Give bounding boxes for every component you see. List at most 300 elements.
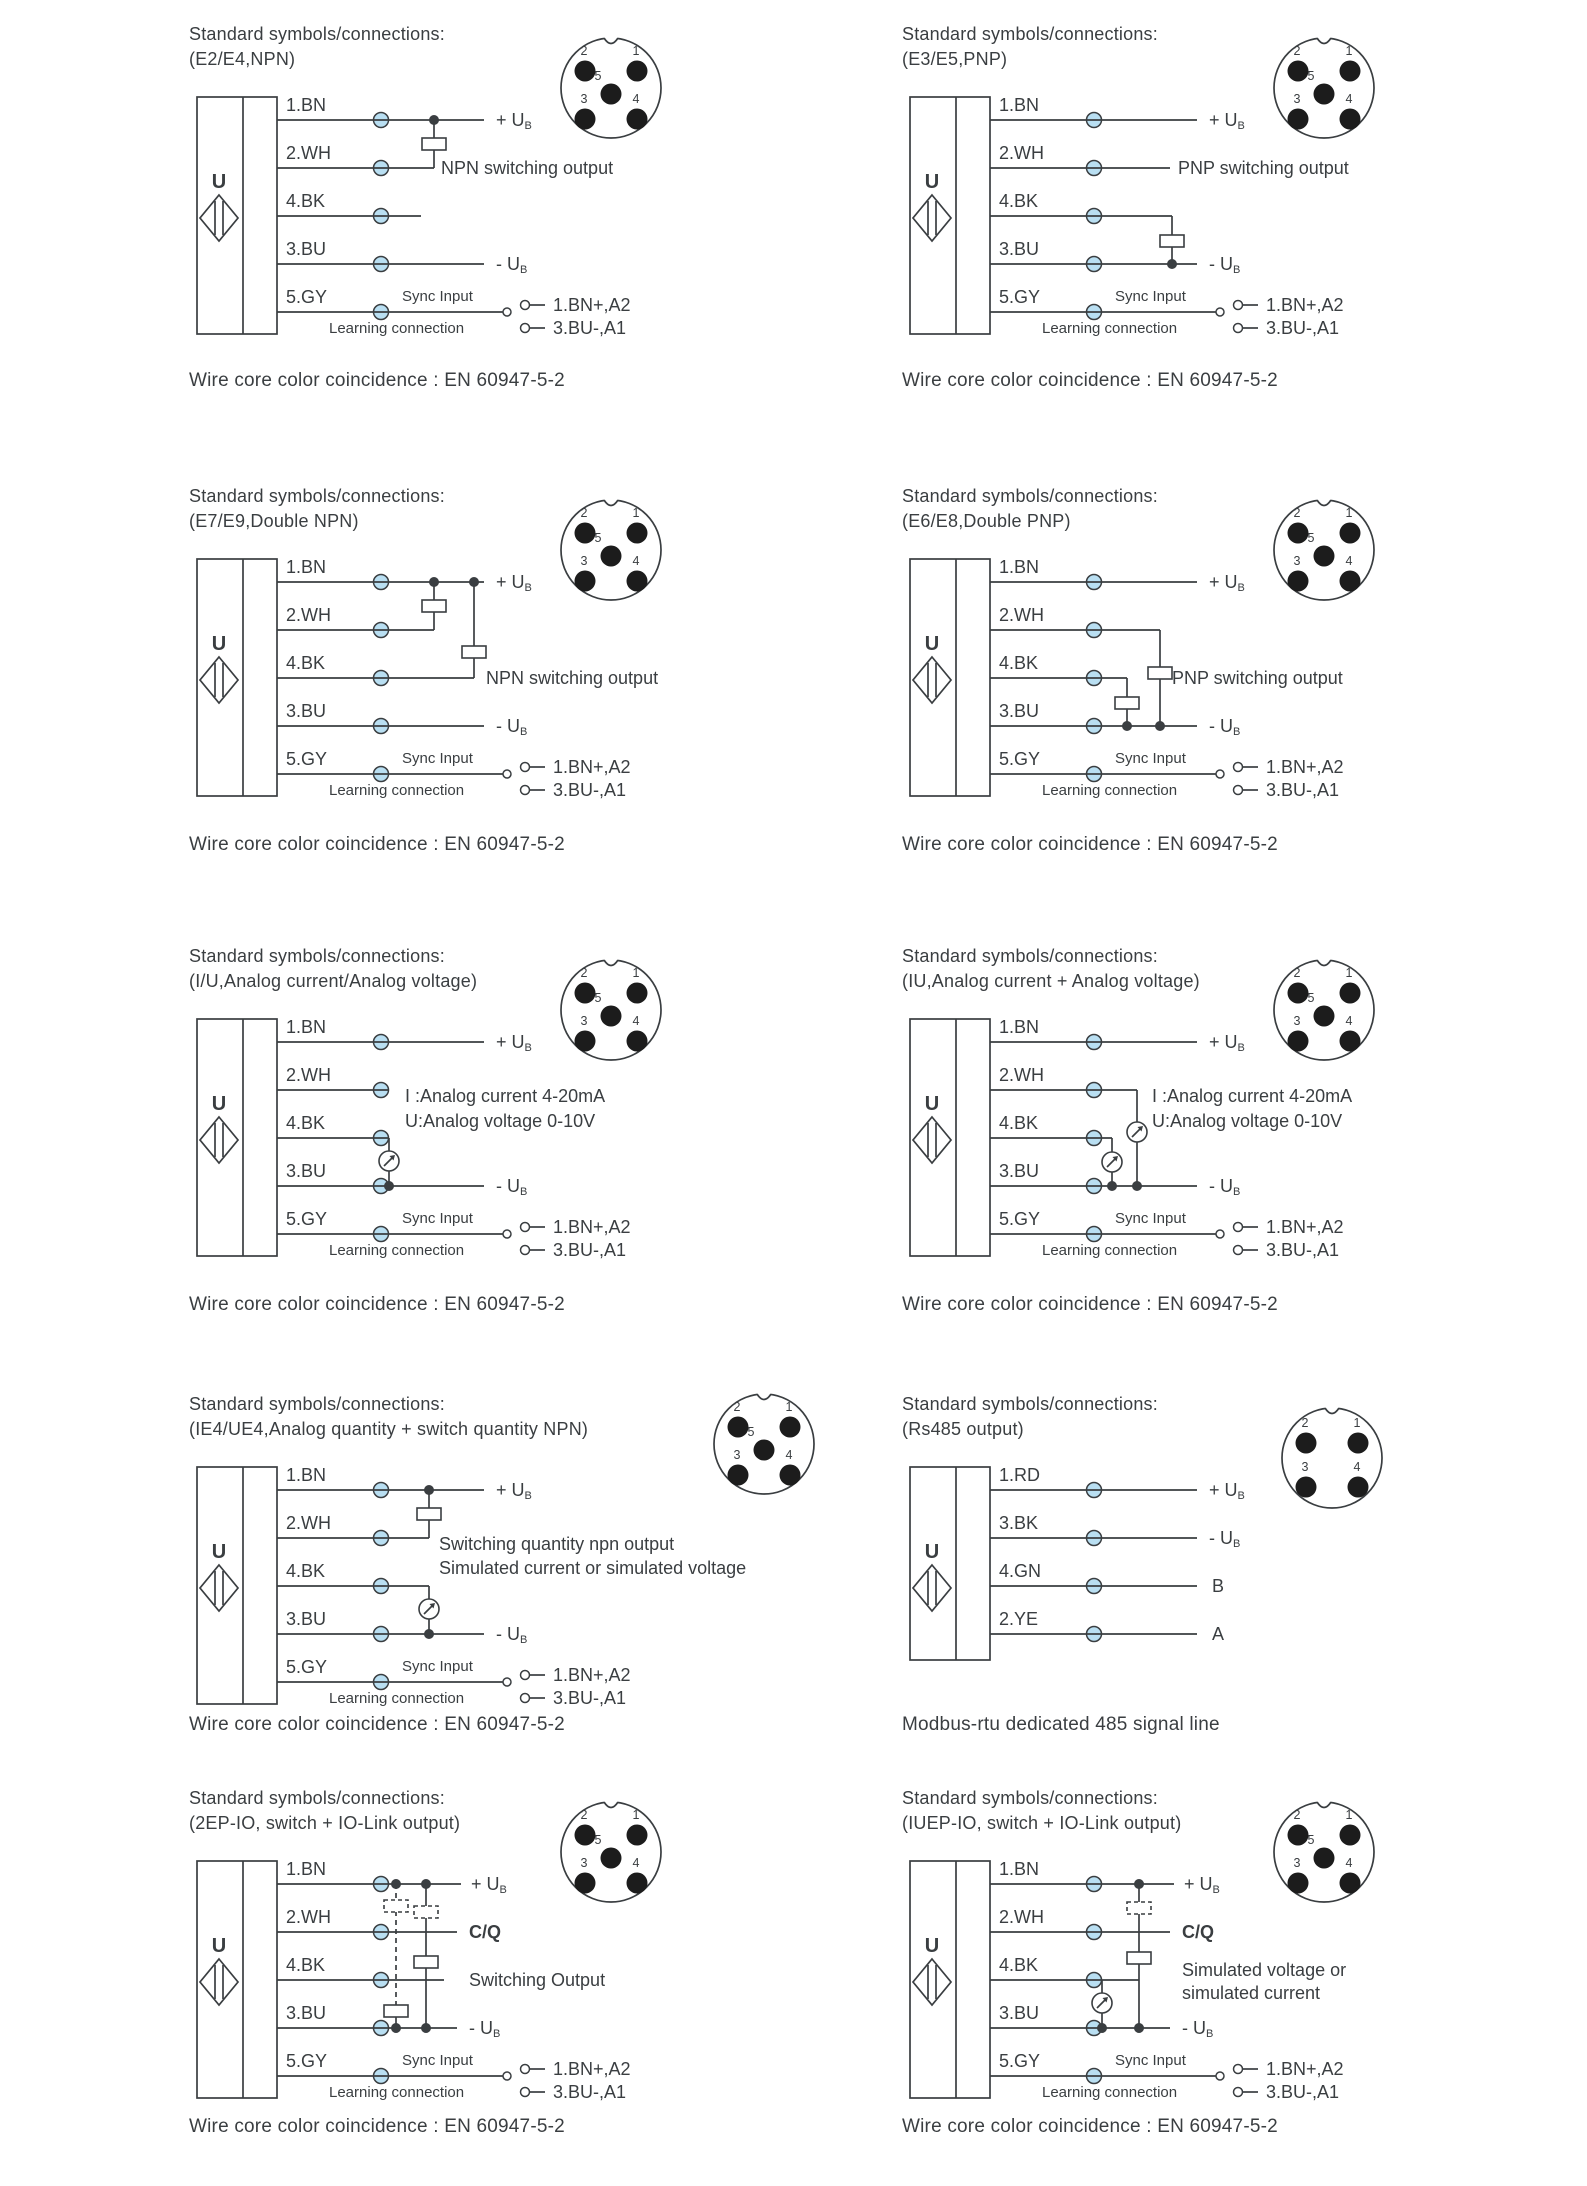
wiring-diagram	[189, 22, 854, 367]
pin-number: 4	[632, 92, 640, 106]
sensor-u-label: U	[924, 1935, 940, 1957]
panel-title-line: Standard symbols/connections:	[189, 486, 445, 506]
plus-supply-label	[1209, 572, 1245, 594]
meter-icon	[1127, 1122, 1147, 1142]
diagram-shape: - U	[1209, 1528, 1233, 1548]
panel-subtitle: (2EP-IO, switch + IO-Link output)	[189, 1813, 461, 1833]
panel-subtitle: (Rs485 output)	[902, 1419, 1024, 1439]
wire-label: 5.GY	[999, 2051, 1041, 2071]
pin-number: 5	[747, 1425, 755, 1439]
panel-e3-e5-pnp	[902, 22, 1567, 422]
plus-supply-label	[496, 572, 532, 594]
connector-pinout-icon	[1274, 1802, 1374, 1902]
panel-footnote: Wire core color coincidence : EN 60947-5-2	[189, 1294, 565, 1315]
pin-dot	[1296, 1433, 1317, 1454]
dashed-resistor-symbol	[414, 1906, 438, 1918]
sensor-symbol	[910, 559, 990, 796]
pin-number: 2	[1301, 1416, 1309, 1430]
wire-label: 3.BU	[999, 701, 1040, 721]
wire-label: 5.GY	[286, 1209, 328, 1229]
pin-number: 3	[1301, 1460, 1309, 1474]
junction-dot	[391, 2023, 401, 2033]
diagram-shape: + U	[496, 1480, 525, 1500]
pin-dot	[1288, 571, 1309, 592]
pin-number: 2	[1293, 44, 1301, 58]
connector-pinout-icon	[561, 1802, 661, 1902]
wiring-diagram	[189, 944, 854, 1289]
panel-iu-analog-plus	[902, 944, 1567, 1344]
wire-label: 3.BU	[999, 239, 1040, 259]
diagram-shape: + U	[1184, 1874, 1213, 1894]
open-terminal	[503, 2072, 511, 2080]
pin-dot	[1340, 1873, 1361, 1894]
diagram-shape: - U	[1209, 1176, 1233, 1196]
wire-label: 3.BU	[999, 2003, 1040, 2023]
wiring-diagram	[189, 1786, 854, 2131]
open-terminal	[521, 1246, 530, 1255]
pin-dot	[627, 1825, 648, 1846]
sync-input-label: Sync Input	[1115, 1210, 1186, 1227]
wiring-diagram	[902, 22, 1567, 367]
panel-subtitle: (IE4/UE4,Analog quantity + switch quantity NPN)	[189, 1419, 589, 1439]
diagram-shape: - U	[1182, 2018, 1206, 2038]
pin-number: 5	[594, 1833, 602, 1847]
open-terminal	[521, 301, 530, 310]
open-terminal	[521, 1223, 530, 1232]
open-terminal	[1234, 324, 1243, 333]
connector-pinout-icon	[1274, 500, 1374, 600]
panel-title-line: Standard symbols/connections:	[902, 24, 1158, 44]
pin-number: 3	[580, 1014, 588, 1028]
connector-pinout-icon	[1274, 38, 1374, 138]
wire-label: 5.GY	[286, 749, 328, 769]
wire-label: 1.BN	[999, 557, 1040, 577]
learning-connection-label: Learning connection	[1042, 1242, 1178, 1259]
junction-dot	[424, 1629, 434, 1639]
diagram-shape: B	[1237, 120, 1245, 132]
wire-label: 2.WH	[286, 1513, 331, 1533]
learning-connection-label: Learning connection	[329, 320, 465, 337]
dashed-resistor-symbol	[384, 1900, 408, 1912]
junction-dot	[429, 577, 439, 587]
sync-input-label: Sync Input	[1115, 288, 1186, 305]
panel-i-u-analog	[189, 944, 854, 1344]
resistor-symbol	[417, 1508, 441, 1520]
resistor-symbol	[1115, 697, 1139, 709]
sync-terminal-label: 1.BN+,A2	[1266, 1217, 1344, 1237]
output-label: Simulated voltage or	[1182, 1960, 1347, 1980]
wire-label: 2.WH	[999, 1907, 1044, 1927]
wire-label: 4.BK	[999, 191, 1039, 211]
panel-subtitle: (E2/E4,NPN)	[189, 49, 296, 69]
connector-pinout-icon	[714, 1394, 814, 1494]
panel-title-line: Standard symbols/connections:	[189, 946, 445, 966]
junction-dot	[1107, 1181, 1117, 1191]
pin-number: 4	[1345, 1856, 1353, 1870]
open-terminal	[1216, 2072, 1224, 2080]
pin-number: 3	[1293, 1856, 1301, 1870]
sync-terminal-label: 1.BN+,A2	[1266, 295, 1344, 315]
pin-number: 1	[1345, 44, 1353, 58]
resistor-symbol	[384, 2005, 408, 2017]
open-terminal	[1216, 770, 1224, 778]
output-label: U:Analog voltage 0-10V	[1152, 1111, 1343, 1131]
output-label: NPN switching output	[441, 158, 614, 178]
junction-dot	[384, 1181, 394, 1191]
open-terminal	[1234, 301, 1243, 310]
connector-pinout-icon	[561, 500, 661, 600]
diagram-shape: B	[1233, 264, 1241, 276]
pin-dot	[575, 523, 596, 544]
pin-number: 4	[632, 1014, 640, 1028]
diagram-shape: B	[493, 2028, 501, 2040]
diagram-shape: + U	[496, 110, 525, 130]
panel-title-line: Standard symbols/connections:	[902, 486, 1158, 506]
sensor-symbol	[910, 1467, 990, 1660]
open-terminal	[1216, 1230, 1224, 1238]
pin-dot	[627, 109, 648, 130]
plus-supply-label	[1209, 110, 1245, 132]
wire-label: 3.BU	[286, 1609, 327, 1629]
pin-number: 2	[1293, 1808, 1301, 1822]
output-label: Switching Output	[469, 1970, 606, 1990]
sync-terminal-label: 1.BN+,A2	[1266, 2059, 1344, 2079]
connector-pinout-icon	[1274, 960, 1374, 1060]
wire-label: 5.GY	[286, 2051, 328, 2071]
pin-number: 5	[594, 991, 602, 1005]
output-label: B	[1212, 1576, 1225, 1596]
output-label: Switching quantity npn output	[439, 1534, 675, 1554]
wire-label: 1.BN	[286, 95, 327, 115]
resistor-symbol	[1148, 667, 1172, 679]
wire-label: 3.BK	[999, 1513, 1039, 1533]
junction-dot	[1134, 1879, 1144, 1889]
sync-input-label: Sync Input	[402, 1210, 473, 1227]
junction-dot	[469, 577, 479, 587]
pin-dot	[627, 1873, 648, 1894]
diagram-shape: - U	[1209, 254, 1233, 274]
pin-dot	[1288, 61, 1309, 82]
diagram-shape: - U	[496, 1624, 520, 1644]
pin-number: 5	[1307, 531, 1315, 545]
pin-number: 5	[1307, 991, 1315, 1005]
pin-number: 3	[580, 92, 588, 106]
sensor-symbol	[910, 1861, 990, 2098]
pin-dot	[575, 109, 596, 130]
pin-dot	[627, 61, 648, 82]
pin-dot	[1288, 1873, 1309, 1894]
output-label: PNP switching output	[1172, 668, 1343, 688]
wiring-diagram	[189, 1392, 854, 1737]
diagram-shape: B	[520, 726, 528, 738]
diagram-shape: B	[1233, 1186, 1241, 1198]
open-terminal	[1234, 786, 1243, 795]
open-terminal	[503, 1230, 511, 1238]
pin-number: 1	[632, 44, 640, 58]
diagram-shape: B	[1212, 1884, 1220, 1896]
wire-label: 2.WH	[999, 605, 1044, 625]
open-terminal	[1234, 763, 1243, 772]
pin-number: 2	[580, 1808, 588, 1822]
sensor-u-label: U	[211, 633, 227, 655]
minus-supply-label	[1182, 2018, 1213, 2040]
panel-e2-e4-npn	[189, 22, 854, 422]
learning-connection-label: Learning connection	[329, 1690, 465, 1707]
pin-dot	[1340, 1825, 1361, 1846]
pin-dot	[1288, 1825, 1309, 1846]
sensor-symbol	[197, 97, 277, 334]
learning-connection-label: Learning connection	[329, 782, 465, 799]
diagram-shape: B	[1237, 582, 1245, 594]
sensor-symbol	[197, 559, 277, 796]
sensor-symbol	[197, 1019, 277, 1256]
pin-dot	[1314, 1848, 1335, 1869]
pin-number: 2	[580, 966, 588, 980]
panel-subtitle: (I/U,Analog current/Analog voltage)	[189, 971, 478, 991]
pin-number: 1	[1345, 966, 1353, 980]
wire-label: 1.BN	[999, 1017, 1040, 1037]
junction-dot	[391, 1879, 401, 1889]
connector-pinout-icon	[1282, 1408, 1382, 1508]
pin-number: 1	[1345, 506, 1353, 520]
open-terminal	[521, 1694, 530, 1703]
pin-number: 1	[632, 506, 640, 520]
diagram-shape: B	[1237, 1042, 1245, 1054]
output-label: simulated current	[1182, 1983, 1321, 2003]
diagram-shape: B	[1233, 1538, 1241, 1550]
pin-dot	[601, 1006, 622, 1027]
wire-label: 1.BN	[286, 557, 327, 577]
diagram-shape: B	[1237, 1490, 1245, 1502]
open-terminal	[521, 2065, 530, 2074]
sensor-u-label: U	[924, 1093, 940, 1115]
wiring-diagram	[902, 1786, 1567, 2131]
open-terminal	[1234, 1223, 1243, 1232]
pin-number: 2	[733, 1400, 741, 1414]
panel-e6-e8-double-pnp	[902, 484, 1567, 884]
pin-dot	[1288, 1031, 1309, 1052]
output-label: A	[1212, 1624, 1225, 1644]
junction-dot	[1167, 259, 1177, 269]
minus-supply-label	[496, 716, 527, 738]
pin-number: 1	[632, 1808, 640, 1822]
pin-number: 2	[1293, 506, 1301, 520]
panel-footnote: Wire core color coincidence : EN 60947-5-2	[902, 2116, 1278, 2137]
pin-dot	[601, 546, 622, 567]
wire-label: 1.BN	[999, 95, 1040, 115]
diagram-shape	[910, 1467, 990, 1660]
resistor-symbol	[462, 646, 486, 658]
minus-supply-label	[496, 254, 527, 276]
pin-number: 4	[632, 554, 640, 568]
wire-label: 1.BN	[286, 1017, 327, 1037]
sync-terminal-label: 1.BN+,A2	[553, 1665, 631, 1685]
learning-connection-label: Learning connection	[1042, 2084, 1178, 2101]
plus-supply-label	[496, 110, 532, 132]
meter-icon	[419, 1599, 439, 1619]
wire-label: 3.BU	[286, 701, 327, 721]
wire-label: 1.RD	[999, 1465, 1041, 1485]
resistor-symbol	[422, 138, 446, 150]
panel-footnote: Wire core color coincidence : EN 60947-5-2	[902, 834, 1278, 855]
sensor-symbol	[197, 1861, 277, 2098]
minus-supply-label	[1209, 1528, 1240, 1550]
sync-terminal-label: 1.BN+,A2	[553, 757, 631, 777]
pin-dot	[1340, 1031, 1361, 1052]
sensor-symbol	[910, 97, 990, 334]
pin-number: 1	[1345, 1808, 1353, 1822]
sensor-u-label: U	[924, 633, 940, 655]
pin-dot	[575, 571, 596, 592]
diagram-shape: + U	[471, 1874, 500, 1894]
pin-dot	[1340, 571, 1361, 592]
plus-supply-label	[496, 1032, 532, 1054]
open-terminal	[521, 763, 530, 772]
diagram-shape	[1282, 1408, 1382, 1508]
sync-terminal-label: 3.BU-,A1	[553, 780, 627, 800]
pin-dot	[601, 1848, 622, 1869]
pin-number: 3	[733, 1448, 741, 1462]
diagram-shape: + U	[496, 572, 525, 592]
panel-subtitle: (IU,Analog current + Analog voltage)	[902, 971, 1200, 991]
sensor-u-label: U	[211, 1541, 227, 1563]
wire-label: 4.BK	[286, 1561, 326, 1581]
output-label: U:Analog voltage 0-10V	[405, 1111, 596, 1131]
pin-dot	[1288, 109, 1309, 130]
panel-title-line: Standard symbols/connections:	[189, 1394, 445, 1414]
open-terminal	[1234, 1246, 1243, 1255]
junction-dot	[1097, 2023, 1107, 2033]
pin-number: 2	[580, 44, 588, 58]
pin-dot	[627, 571, 648, 592]
wire-label: 5.GY	[999, 749, 1041, 769]
wire-label: 3.BU	[999, 1161, 1040, 1181]
minus-supply-label	[496, 1176, 527, 1198]
sync-input-label: Sync Input	[402, 2052, 473, 2069]
plus-supply-label	[1209, 1480, 1245, 1502]
pin-number: 4	[785, 1448, 793, 1462]
wire-label: 4.BK	[286, 191, 326, 211]
diagram-shape: + U	[1209, 1480, 1238, 1500]
pin-number: 3	[1293, 92, 1301, 106]
output-label: Simulated current or simulated voltage	[439, 1558, 747, 1578]
wire-label: 1.BN	[999, 1859, 1040, 1879]
learning-connection-label: Learning connection	[329, 1242, 465, 1259]
pin-dot	[1348, 1477, 1369, 1498]
sensor-u-label: U	[211, 1935, 227, 1957]
diagram-shape: + U	[1209, 572, 1238, 592]
sync-terminal-label: 3.BU-,A1	[553, 1240, 627, 1260]
pin-dot	[601, 84, 622, 105]
plus-supply-label	[1209, 1032, 1245, 1054]
diagram-shape: B	[524, 1042, 532, 1054]
junction-dot	[1134, 2023, 1144, 2033]
sync-terminal-label: 3.BU-,A1	[553, 2082, 627, 2102]
panel-footnote: Wire core color coincidence : EN 60947-5-2	[189, 834, 565, 855]
learning-connection-label: Learning connection	[1042, 782, 1178, 799]
sync-input-label: Sync Input	[1115, 2052, 1186, 2069]
pin-dot	[627, 1031, 648, 1052]
wire-label: 4.BK	[286, 653, 326, 673]
open-terminal	[1216, 308, 1224, 316]
pin-number: 4	[1353, 1460, 1361, 1474]
pin-dot	[1340, 109, 1361, 130]
sync-input-label: Sync Input	[402, 288, 473, 305]
dashed-resistor-symbol	[1127, 1902, 1151, 1914]
diagram-shape: - U	[496, 1176, 520, 1196]
pin-dot	[1340, 61, 1361, 82]
panel-footnote: Modbus-rtu dedicated 485 signal line	[902, 1714, 1220, 1735]
pin-dot	[575, 61, 596, 82]
wire-label: 5.GY	[286, 287, 328, 307]
wire-label: 3.BU	[286, 2003, 327, 2023]
sync-terminal-label: 3.BU-,A1	[1266, 780, 1340, 800]
connector-pinout-icon	[561, 38, 661, 138]
panel-subtitle: (E7/E9,Double NPN)	[189, 511, 359, 531]
pin-number: 3	[580, 1856, 588, 1870]
sensor-u-label: U	[924, 171, 940, 193]
panel-title-line: Standard symbols/connections:	[189, 1788, 445, 1808]
resistor-symbol	[414, 1956, 438, 1968]
pin-number: 1	[632, 966, 640, 980]
open-terminal	[521, 786, 530, 795]
pin-dot	[627, 983, 648, 1004]
wire-label: 2.WH	[286, 143, 331, 163]
plus-supply-label	[496, 1480, 532, 1502]
resistor-symbol	[1127, 1952, 1151, 1964]
output-label: PNP switching output	[1178, 158, 1349, 178]
meter-icon	[1092, 1993, 1112, 2013]
output-label: I :Analog current 4-20mA	[1152, 1086, 1353, 1106]
meter-icon	[379, 1151, 399, 1171]
panel-subtitle: (IUEP-IO, switch + IO-Link output)	[902, 1813, 1182, 1833]
pin-number: 5	[594, 69, 602, 83]
pin-number: 2	[580, 506, 588, 520]
wire-label: 2.WH	[286, 1065, 331, 1085]
pin-number: 3	[1293, 1014, 1301, 1028]
junction-dot	[421, 1879, 431, 1889]
open-terminal	[503, 770, 511, 778]
output-label: NPN switching output	[486, 668, 659, 688]
pin-dot	[1314, 1006, 1335, 1027]
panel-footnote: Wire core color coincidence : EN 60947-5-2	[189, 1714, 565, 1735]
junction-dot	[1155, 721, 1165, 731]
pin-dot	[754, 1440, 775, 1461]
diagram-shape: B	[520, 264, 528, 276]
pin-number: 3	[580, 554, 588, 568]
diagram-shape: - U	[469, 2018, 493, 2038]
sync-terminal-label: 3.BU-,A1	[553, 318, 627, 338]
minus-supply-label	[496, 1624, 527, 1646]
pin-number: 5	[1307, 1833, 1315, 1847]
pin-number: 4	[1345, 1014, 1353, 1028]
panel-title-line: Standard symbols/connections:	[189, 24, 445, 44]
pin-number: 2	[1293, 966, 1301, 980]
sensor-u-label: U	[211, 171, 227, 193]
pin-number: 1	[1353, 1416, 1361, 1430]
pin-number: 5	[594, 531, 602, 545]
panel-ie4-ue4	[189, 1392, 854, 1792]
sync-terminal-label: 1.BN+,A2	[553, 1217, 631, 1237]
pin-dot	[627, 523, 648, 544]
sync-input-label: Sync Input	[402, 1658, 473, 1675]
pin-dot	[575, 1873, 596, 1894]
meter-icon	[1102, 1152, 1122, 1172]
open-terminal	[521, 1671, 530, 1680]
panel-rs485	[902, 1392, 1567, 1792]
panel-footnote: Wire core color coincidence : EN 60947-5-2	[189, 370, 565, 391]
open-terminal	[503, 1678, 511, 1686]
